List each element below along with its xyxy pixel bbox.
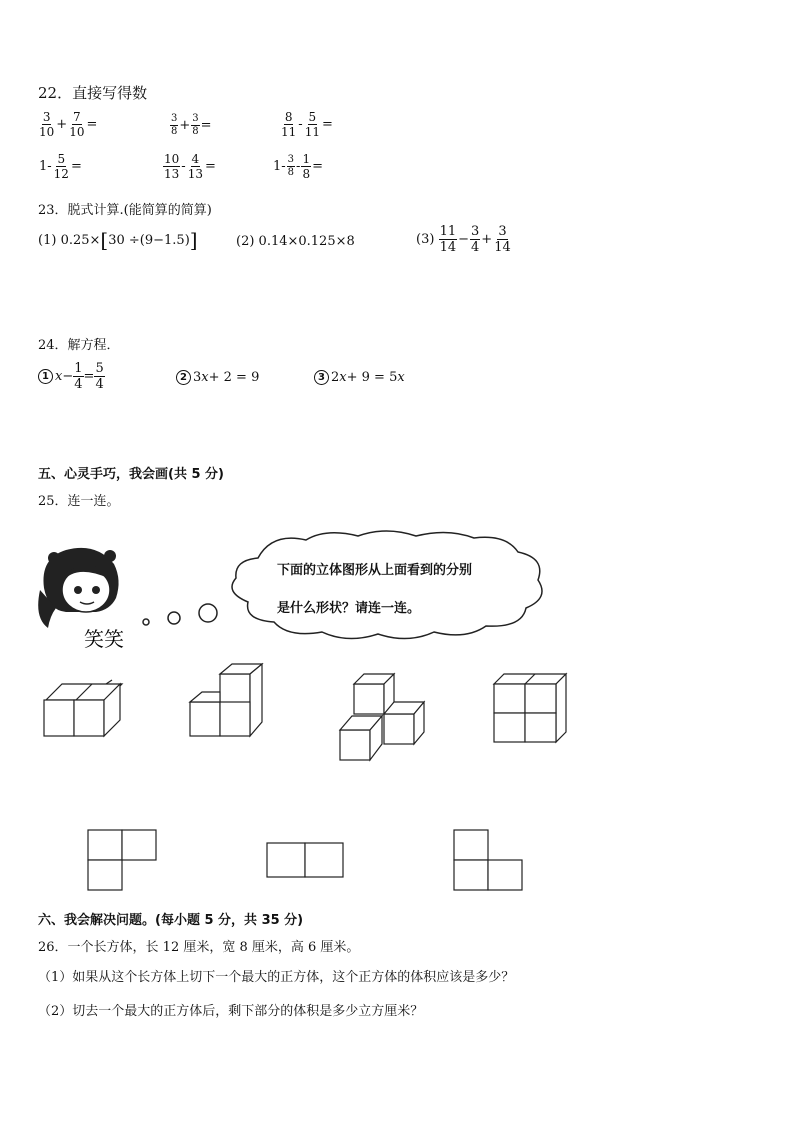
solid-4 <box>494 674 566 742</box>
character-label: 笑笑 <box>84 627 124 651</box>
section-6-title: 六、我会解决问题。(每小题 5 分，共 35 分) <box>38 913 304 928</box>
q22-item-3: $\frac{8}{11}$ - $\frac{5}{11}$ = <box>281 110 333 139</box>
q23-title: 23．脱式计算.(能简算的简算) <box>38 203 212 218</box>
q22-title: 22．直接写得数 <box>38 84 148 102</box>
q24-equation-2: 2 3 x + 2 = 9 <box>176 370 259 385</box>
top-view-3 <box>454 830 522 890</box>
q24-equation-3: 3 2 x + 9 = 5 x <box>314 370 405 385</box>
top-view-2 <box>267 843 343 877</box>
cloud-text-line2: 是什么形状？请连一连。 <box>277 601 421 616</box>
q22-item-5: $\frac{10}{13}$ - $\frac{4}{13}$ = <box>164 152 216 181</box>
q24-equation-1: 1 x − $\frac{1}{4}$ = $\frac{5}{4}$ <box>38 361 105 392</box>
q23-problem-2: (2) 0.14×0.125×8 <box>236 234 355 249</box>
q26-part-2: （2）切去一个最大的正方体后，剩下部分的体积是多少立方厘米？ <box>38 1004 424 1019</box>
q22-item-4: 1- $\frac{5}{12}$ = <box>39 152 82 181</box>
q23-problem-1: (1) 0.25× [ 30 ÷ (9−1.5) ] <box>38 228 198 252</box>
q23-problem-3: (3) $\frac{11}{14}$ − $\frac{3}{4}$ + $\frac{3}{14}$ <box>416 224 511 255</box>
q22-item-1: $\frac{3}{10}$ + $\frac{7}{10}$ = <box>39 110 98 139</box>
q22-item-2: $\frac{3}{8}$ + $\frac{3}{8}$ = <box>171 113 212 137</box>
top-view-1 <box>88 830 156 890</box>
q24-title: 24．解方程． <box>38 338 120 353</box>
q26-part-1: （1）如果从这个长方体上切下一个最大的正方体，这个正方体的体积应该是多少？ <box>38 970 515 985</box>
top-views-row <box>80 826 540 896</box>
girl-character-icon <box>38 548 118 628</box>
solid-3 <box>340 674 424 760</box>
q22-item-6: 1- $\frac{3}{8}$ - $\frac{1}{8}$ = <box>273 152 323 181</box>
solid-2 <box>190 664 262 736</box>
speech-cloud <box>232 531 542 639</box>
q25-title: 25．连一连。 <box>38 494 120 509</box>
q26-title: 26．一个长方体，长 12 厘米，宽 8 厘米，高 6 厘米。 <box>38 940 360 955</box>
cloud-text-line1: 下面的立体图形从上面看到的分别 <box>277 563 473 578</box>
q25-illustration <box>36 528 576 653</box>
solids-row <box>40 660 580 764</box>
solid-1 <box>44 680 122 736</box>
section-5-title: 五、心灵手巧，我会画(共 5 分) <box>38 467 224 482</box>
